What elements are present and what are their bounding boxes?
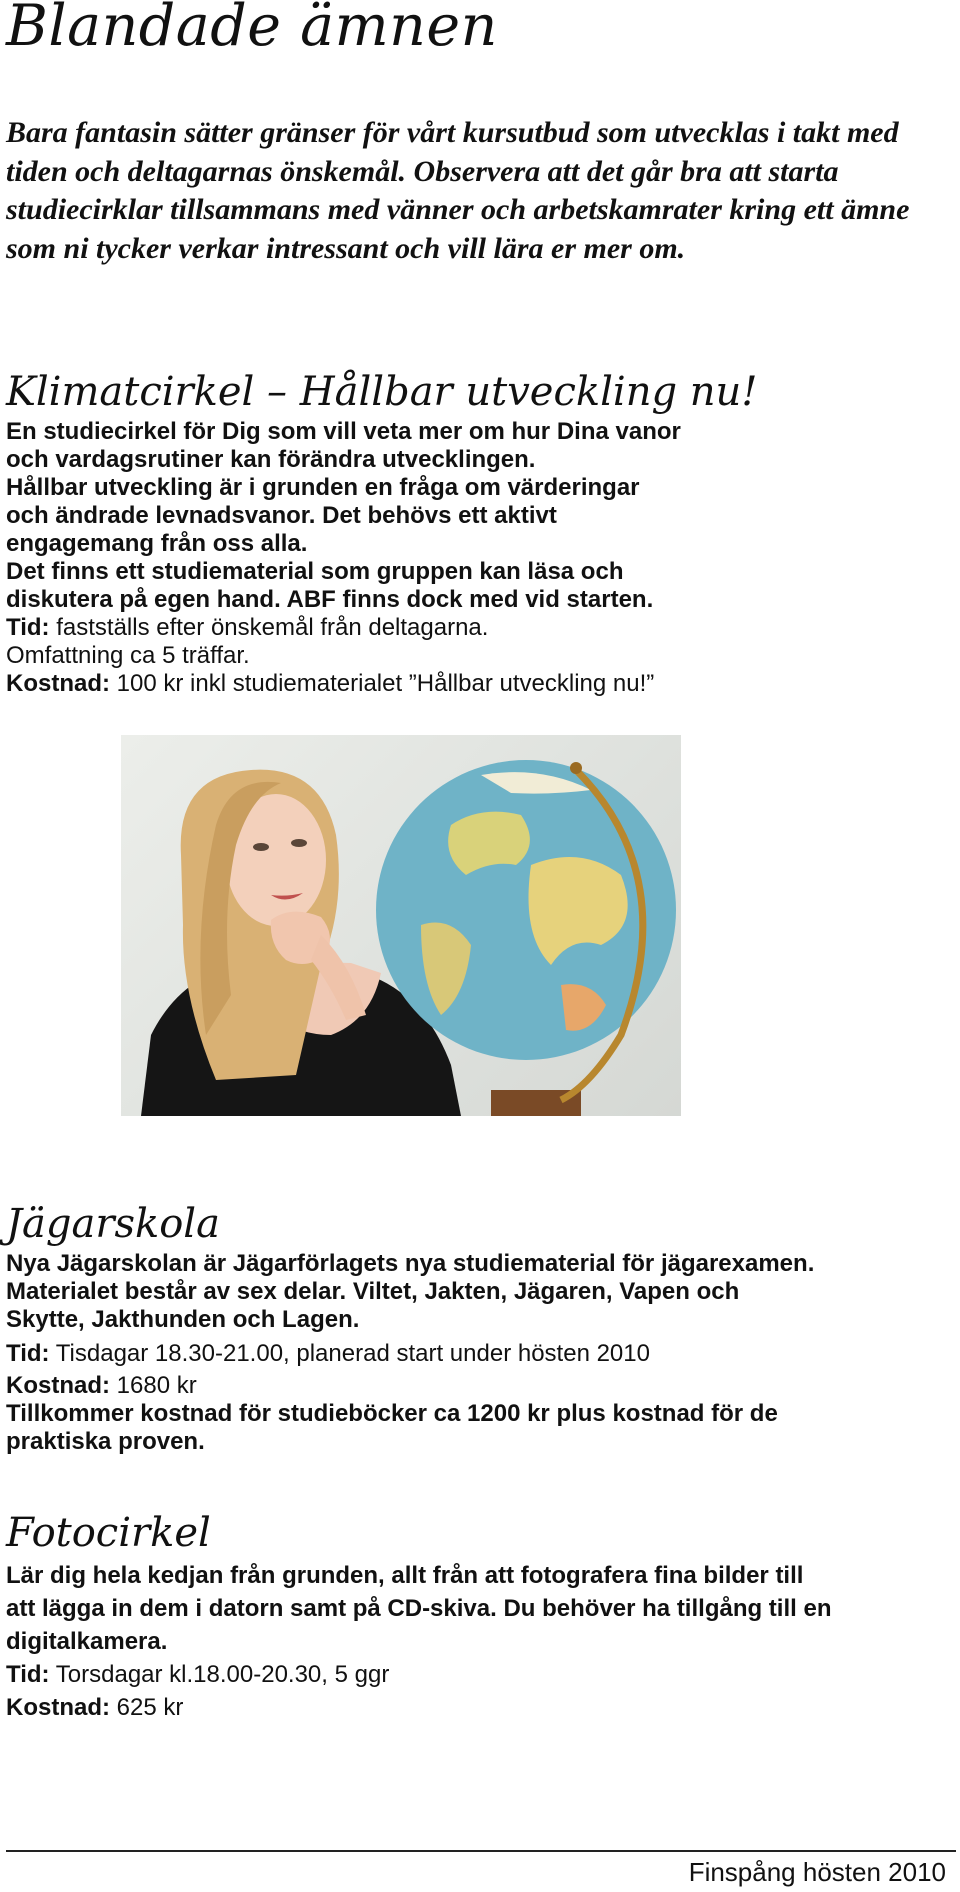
foto-tid: [6, 1658, 946, 1691]
tid-label: Tid:: [6, 1340, 50, 1367]
klimat-line: och vardagsrutiner kan förändra utvecklingen.: [6, 446, 536, 473]
jagar-kostnad: [6, 1372, 946, 1400]
jagar-line: Nya Jägarskolan är Jägarförlagets nya studiematerial för jägarexamen.: [6, 1250, 815, 1277]
jagarskola-body: [6, 1250, 946, 1456]
klimat-kostnad: [6, 670, 946, 698]
klimat-line: diskutera på egen hand. ABF finns dock med vid starten.: [6, 586, 654, 613]
klimat-line: Det finns ett studiematerial som gruppen kan läsa och: [6, 558, 624, 585]
kostnad-label: Kostnad:: [6, 1372, 110, 1399]
tid-label: Tid:: [6, 614, 50, 641]
jagar-extra-line: praktiska proven.: [6, 1428, 205, 1455]
klimat-line: Hållbar utveckling är i grunden en fråga om värderingar: [6, 474, 640, 501]
klimat-line: En studiecirkel för Dig som vill veta mer om hur Dina vanor: [6, 418, 681, 445]
tid-value: Tisdagar 18.30-21.00, planerad start under hösten 2010: [49, 1340, 650, 1367]
jagar-extra-line: Tillkommer kostnad för studieböcker ca 1200 kr plus kostnad för de: [6, 1400, 778, 1427]
kostnad-label: Kostnad:: [6, 670, 110, 697]
klimat-heading: Klimatcirkel – Hållbar utveckling nu!: [6, 369, 758, 415]
foto-line: Lär dig hela kedjan från grunden, allt från att fotografera fina bilder till: [6, 1562, 804, 1589]
klimat-line: engagemang från oss alla.: [6, 530, 308, 557]
kostnad-value: 625 kr: [110, 1694, 184, 1721]
jagarskola-heading: Jägarskola: [6, 1201, 220, 1247]
tid-value: Torsdagar kl.18.00-20.30, 5 ggr: [49, 1661, 390, 1688]
woman-with-globe-illustration: [121, 735, 681, 1116]
intro-paragraph: Bara fantasin sätter gränser för vårt kursutbud som utvecklas i takt med tiden och deltagarnas önskemål. Observera att det går bra att starta studiecirklar tillsammans med vänner och arbetskamrater kring ett ämne som ni tycker verkar intressant och vill lära er mer om.: [6, 116, 910, 265]
klimat-line: och ändrade levnadsvanor. Det behövs ett aktivt: [6, 502, 557, 529]
jagar-line: Materialet består av sex delar. Viltet, Jakten, Jägaren, Vapen och: [6, 1278, 740, 1305]
tid-label: Tid:: [6, 1661, 50, 1688]
klimat-tid: [6, 614, 946, 642]
kostnad-value: 100 kr inkl studiematerialet ”Hållbar utveckling nu!”: [110, 670, 655, 697]
tid-value: fastställs efter önskemål från deltagarna.: [49, 614, 489, 641]
klimat-body: [6, 418, 946, 698]
fotocirkel-body: [6, 1559, 946, 1724]
jagar-tid: [6, 1340, 946, 1368]
jagar-line: Skytte, Jakthunden och Lagen.: [6, 1306, 360, 1333]
foto-line: digitalkamera.: [6, 1628, 168, 1655]
kostnad-label: Kostnad:: [6, 1694, 110, 1721]
fotocirkel-heading: Fotocirkel: [6, 1510, 211, 1556]
footer-text: Finspång hösten 2010: [688, 1857, 946, 1887]
footer-divider: [6, 1850, 956, 1852]
foto-line: att lägga in dem i datorn samt på CD-skiva. Du behöver ha tillgång till en: [6, 1595, 832, 1622]
page-title: Blandade ämnen: [6, 0, 498, 59]
woman-with-globe-photo: [121, 735, 681, 1116]
kostnad-value: 1680 kr: [110, 1372, 197, 1399]
foto-kostnad: [6, 1691, 946, 1724]
klimat-omfattning: Omfattning ca 5 träffar.: [6, 642, 250, 669]
